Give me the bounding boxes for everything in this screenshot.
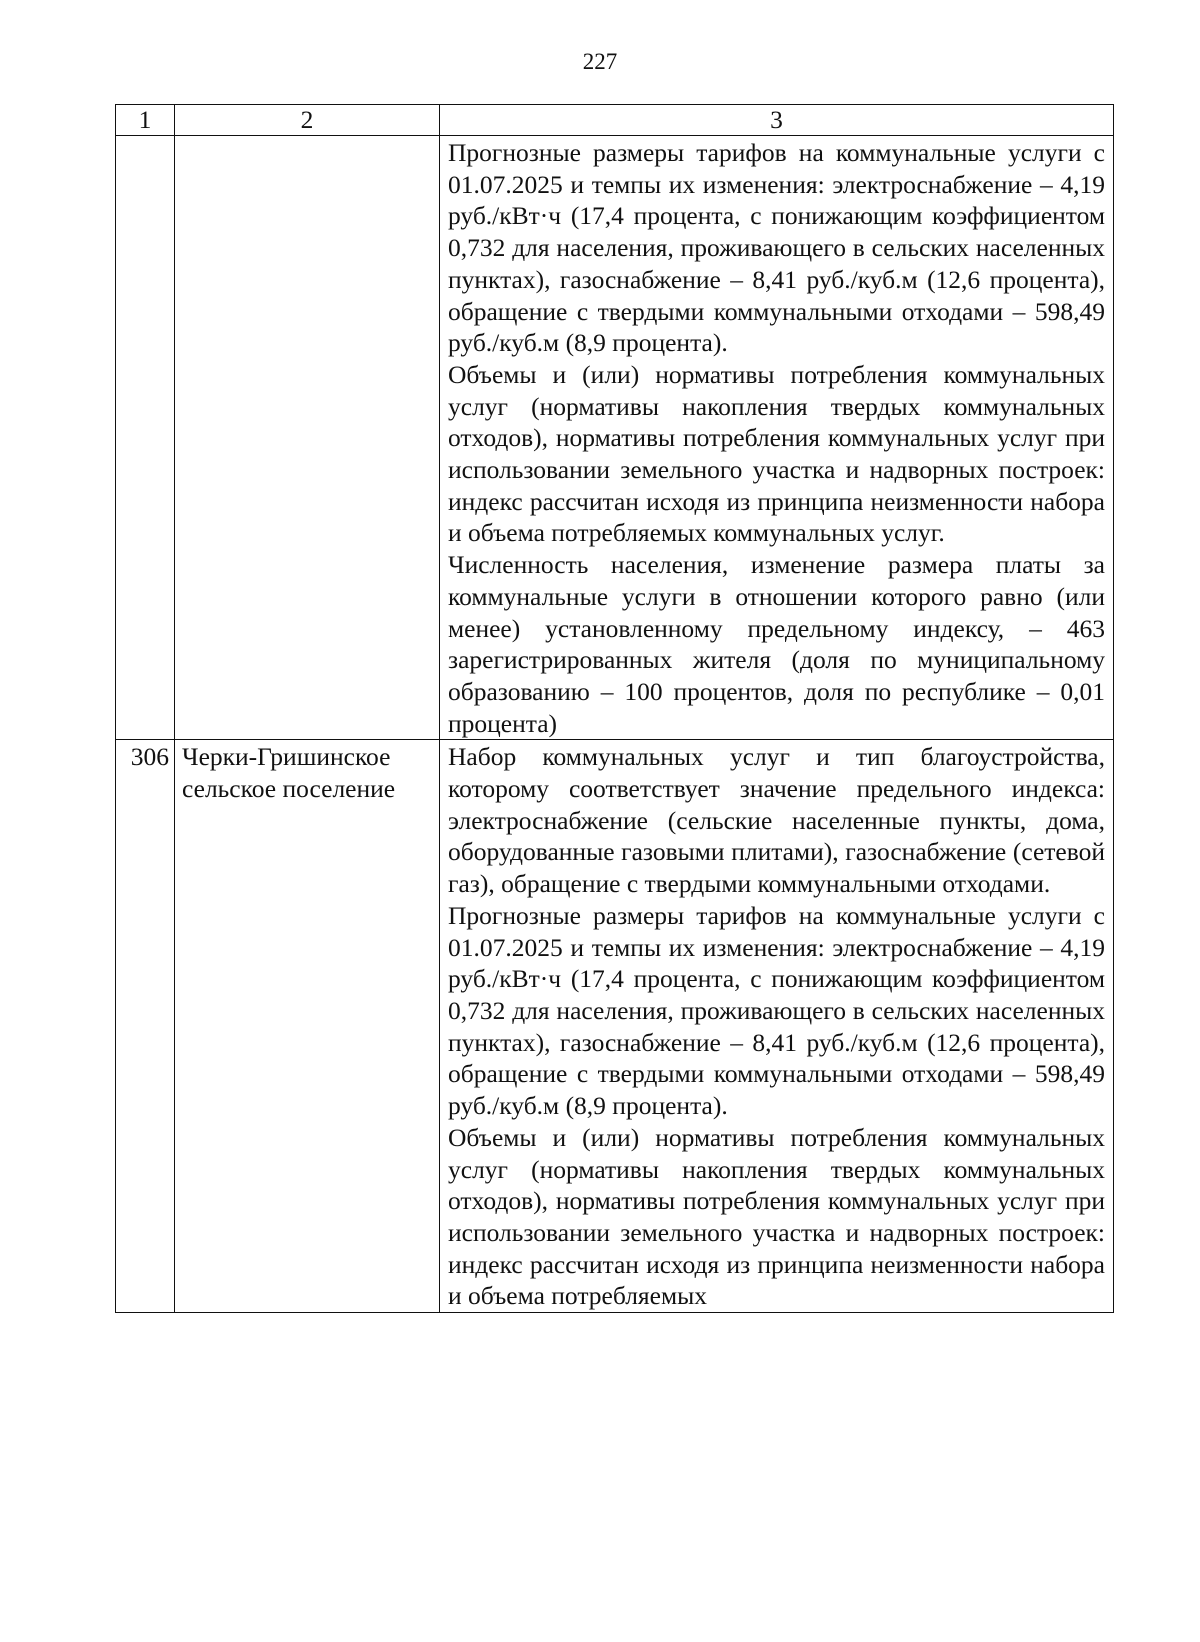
page-number: 227 — [582, 49, 618, 74]
row-number-cell: 306 — [116, 740, 175, 1313]
table-header-row — [116, 105, 1114, 136]
description-cell — [440, 136, 1114, 740]
description-cell — [440, 740, 1114, 1313]
municipality-index-table — [115, 104, 1114, 1313]
tariff-forecast-paragraph: Прогнозные размеры тарифов на коммунальные услуги с 01.07.2025 и темпы их изменения: электроснабжение – 4,19 руб./кВт·ч (17,4 процента, с понижающим коэффициентом 0,732 для населения, проживающего в сельских населенных пунктах), газоснабжение – 8,41 руб./куб.м (12,6 процента), обращение с твердыми коммунальными отходами – 598,49 руб./куб.м (8,9 процента). — [448, 138, 1105, 358]
municipality-name-cell — [175, 740, 440, 1313]
column-header-3: 3 — [440, 105, 1114, 136]
consumption-volume-paragraph: Объемы и (или) нормативы потребления коммунальных услуг (нормативы накопления твердых коммунальных отходов), нормативы потребления коммунальных услуг при использовании земельного участка и надворных построек: индекс рассчитан исходя из принципа неизменности набора и объема потребляемых коммунальных услуг. — [448, 359, 1105, 548]
column-header-2: 2 — [175, 105, 440, 136]
table-row — [116, 136, 1114, 740]
table-row — [116, 740, 1114, 1313]
tariff-forecast-paragraph: Прогнозные размеры тарифов на коммунальные услуги с 01.07.2025 и темпы их изменения: электроснабжение – 4,19 руб./кВт·ч (17,4 процента, с понижающим коэффициентом 0,732 для населения, проживающего в сельских населенных пунктах), газоснабжение – 8,41 руб./куб.м (12,6 процента), обращение с твердыми коммунальными отходами – 598,49 руб./куб.м (8,9 процента). — [448, 900, 1105, 1121]
services-set-paragraph: Набор коммунальных услуг и тип благоустройства, которому соответствует значение предельного индекса: электроснабжение (сельские населенные пункты, дома, оборудованные газовыми плитами), газоснабжение (сетевой газ), обращение с твердыми коммунальными отходами. — [448, 742, 1105, 899]
column-header-1: 1 — [116, 105, 175, 136]
row-number-cell — [116, 136, 175, 740]
population-paragraph: Численность населения, изменение размера платы за коммунальные услуги в отношении которого равно (или менее) установленному предельному индексу, – 463 зарегистрированных жителя (доля по муниципальному образованию – 100 процентов, доля по республике – 0,01 процента) — [448, 550, 1105, 738]
municipality-name-line: сельское поселение — [182, 774, 396, 804]
municipality-name-cell — [175, 136, 440, 740]
consumption-volume-paragraph: Объемы и (или) нормативы потребления коммунальных услуг (нормативы накопления твердых коммунальных отходов), нормативы потребления коммунальных услуг при использовании земельного участка и надворных построек: индекс рассчитан исходя из принципа неизменности набора и объема потребляемых — [448, 1122, 1105, 1311]
municipality-name-line: Черки-Гришинское — [182, 742, 391, 772]
